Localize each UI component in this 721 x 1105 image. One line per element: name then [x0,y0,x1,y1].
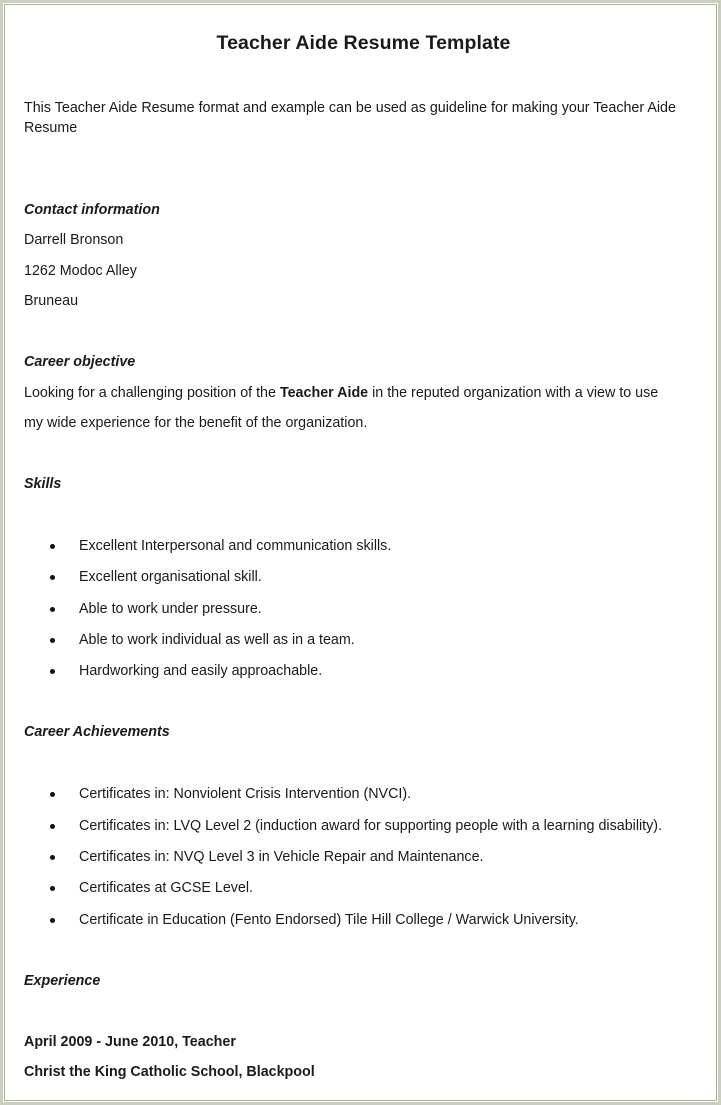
bullet-icon [50,544,55,549]
skill-text: Able to work individual as well as in a team. [79,632,355,648]
achievements-heading: Career Achievements [24,724,170,740]
contact-heading: Contact information [24,202,160,218]
achievement-text: Certificates in: Nonviolent Crisis Intervention (NVCI). [79,786,412,802]
document-title: Teacher Aide Resume Template [216,32,511,54]
bullet-icon [50,824,55,829]
bullet-icon [50,575,55,580]
objective-text-before: Looking for a challenging position of the [24,385,280,401]
achievement-text: Certificates in: LVQ Level 2 (induction award for supporting people with a learning disability). [79,818,663,834]
bullet-icon [50,792,55,797]
experience-heading: Experience [24,973,101,989]
objective-heading: Career objective [24,354,136,370]
objective-text-bold: Teacher Aide [279,385,369,401]
bullet-icon [50,607,55,612]
skill-text: Hardworking and easily approachable. [79,663,323,679]
achievement-text: Certificates at GCSE Level. [79,880,254,896]
achievement-text: Certificates in: NVQ Level 3 in Vehicle Repair and Maintenance. [79,849,484,865]
objective-text-after: in the reputed organization with a view to use [368,385,659,401]
bullet-icon [50,886,55,891]
bullet-icon [50,669,55,674]
skill-text: Excellent Interpersonal and communication skills. [79,538,392,554]
objective-line-2: my wide experience for the benefit of the organization. [24,415,368,431]
bullet-icon [50,638,55,643]
experience-employer: Christ the King Catholic School, Blackpool [24,1064,315,1080]
bullet-icon [50,855,55,860]
experience-period-role: April 2009 - June 2010, Teacher [24,1034,236,1050]
contact-name: Darrell Bronson [24,232,124,248]
intro-paragraph: This Teacher Aide Resume format and example can be used as guideline for making your Teacher Aide Resume [24,100,676,136]
bullet-icon [50,918,55,923]
objective-line-1 [24,383,658,403]
contact-address: 1262 Modoc Alley [24,263,137,279]
contact-city: Bruneau [24,293,79,309]
achievement-text: Certificate in Education (Fento Endorsed) Tile Hill College / Warwick University. [79,912,579,928]
skill-text: Able to work under pressure. [79,601,262,617]
skill-text: Excellent organisational skill. [79,569,262,585]
skills-heading: Skills [24,476,62,492]
